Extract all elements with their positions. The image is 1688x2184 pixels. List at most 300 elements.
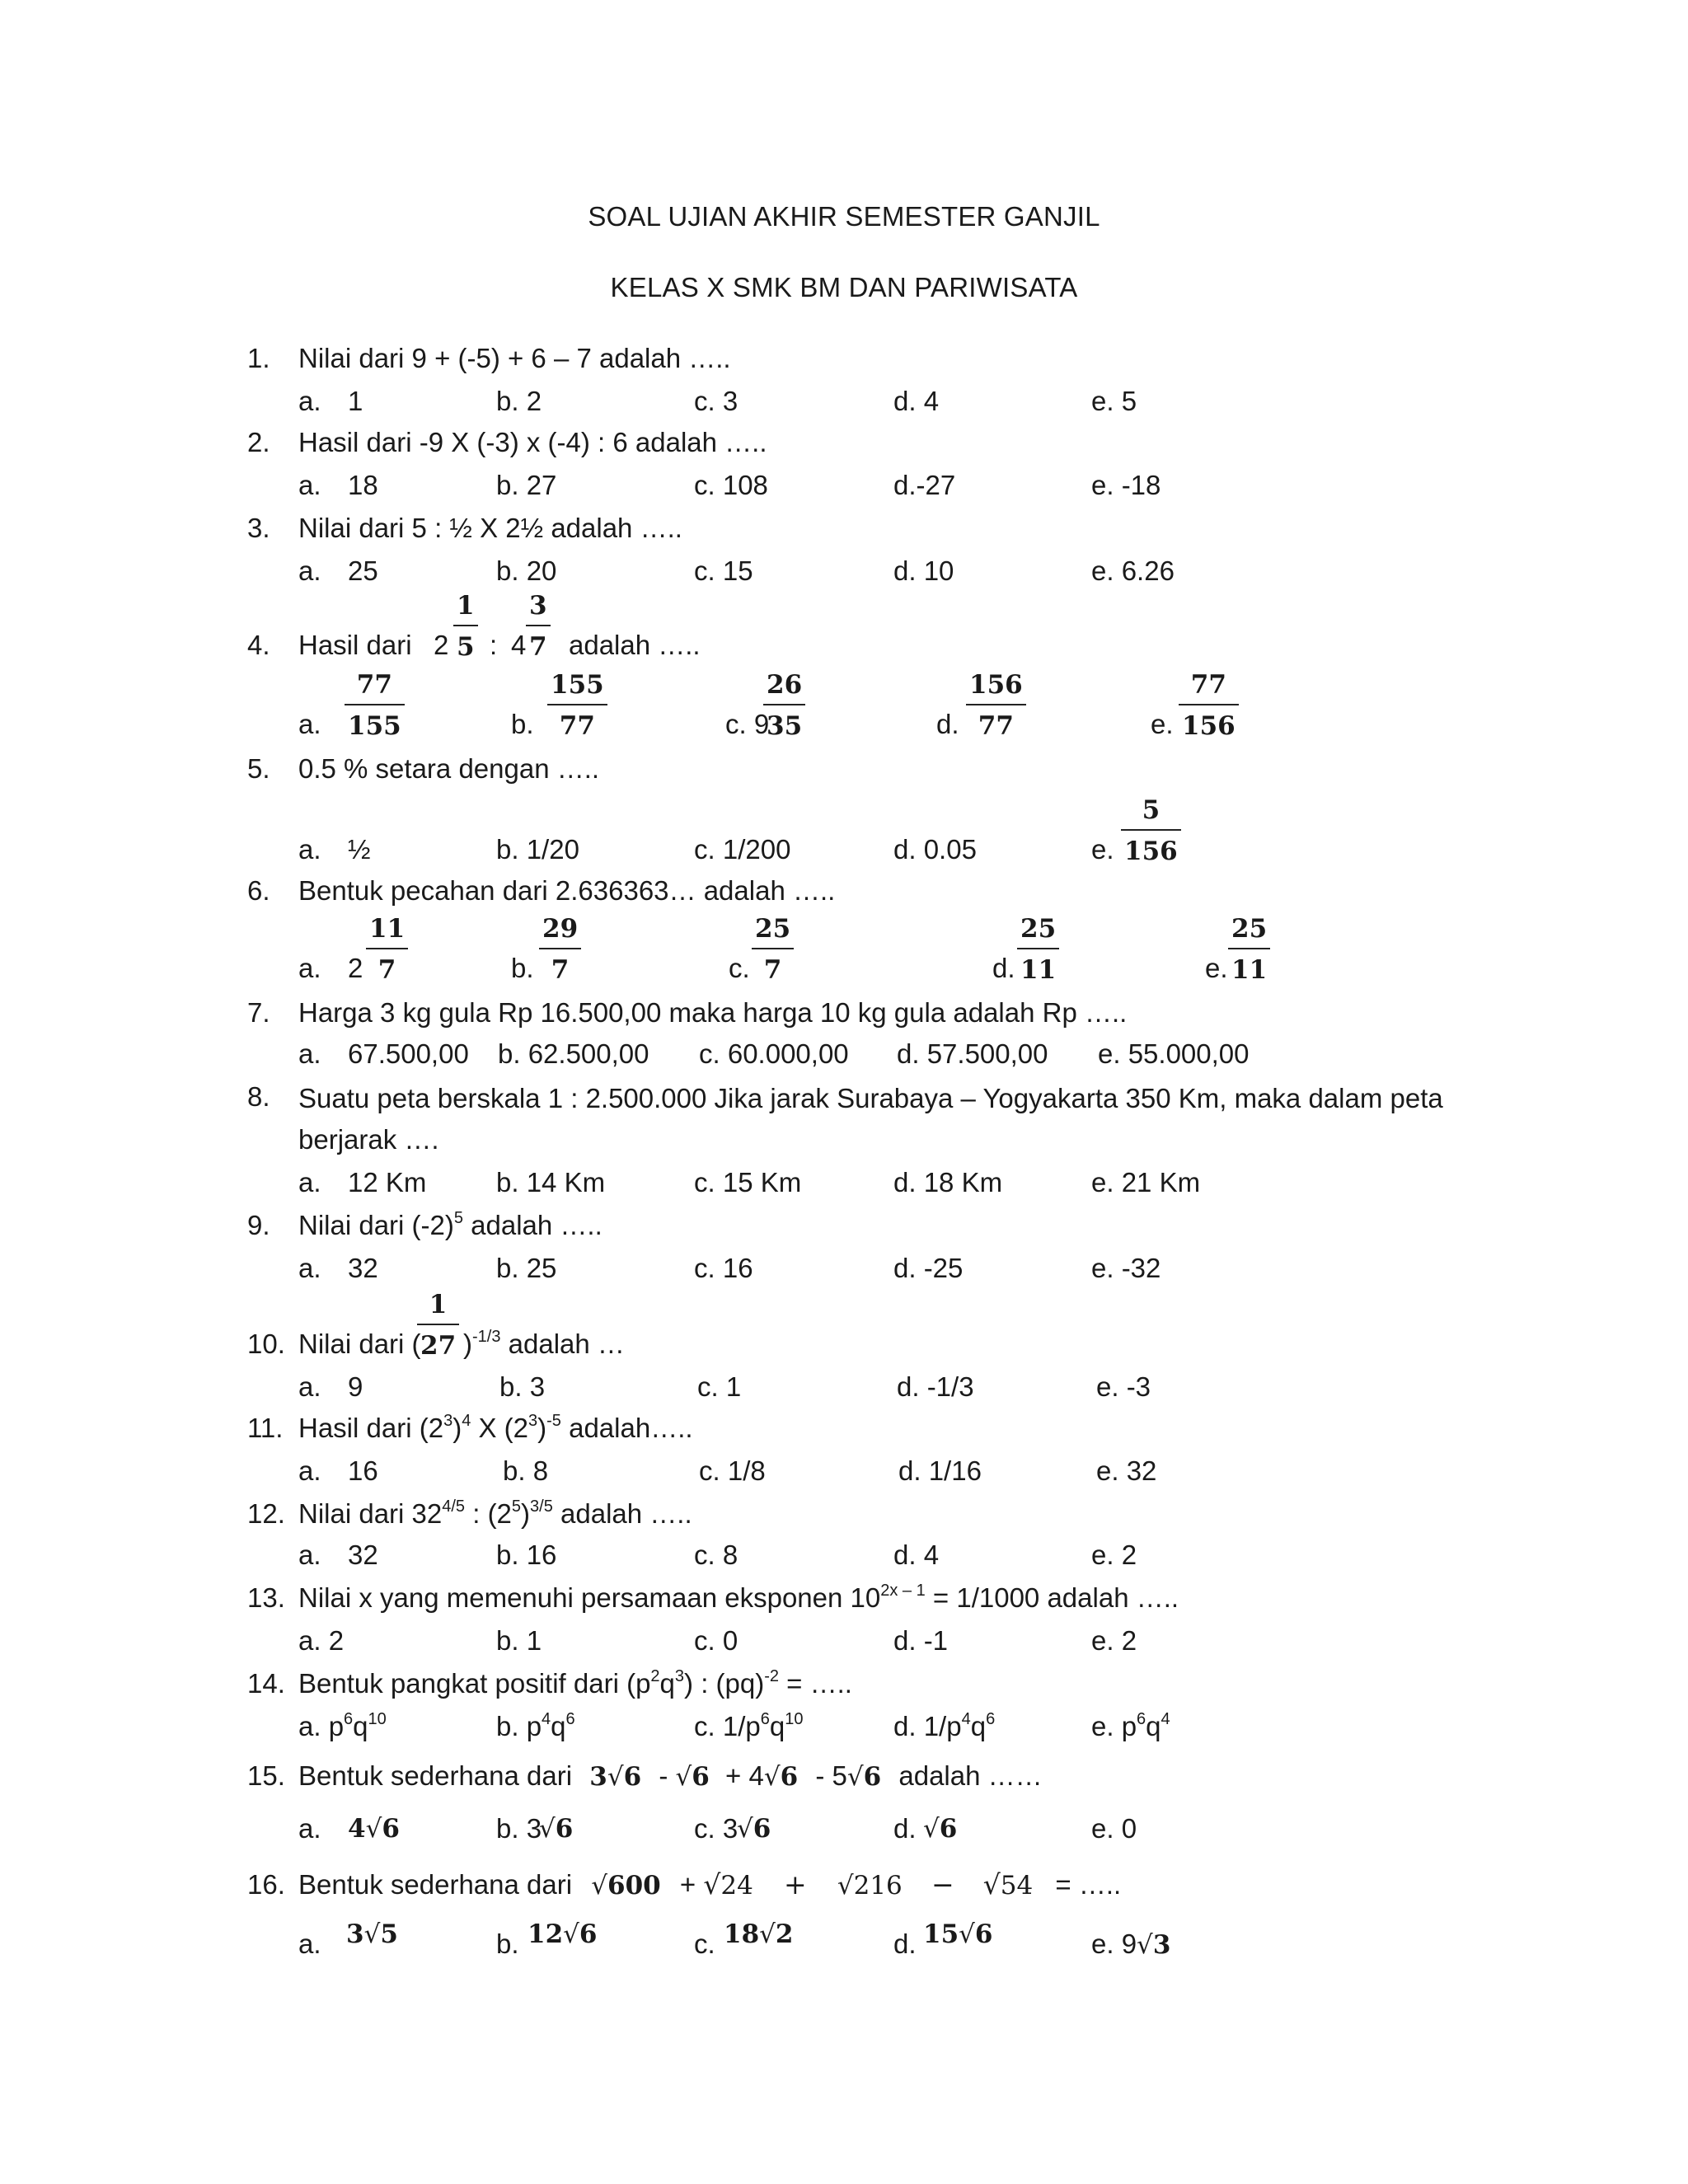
option-b: b. 2 xyxy=(496,386,542,416)
question-text: Hasil dari xyxy=(298,630,412,660)
option-d xyxy=(893,1708,995,1746)
option-d: d. 4 xyxy=(893,386,940,416)
option-d: d. 1/16 xyxy=(898,1455,982,1486)
radical-term xyxy=(591,1871,660,1900)
sqrt-icon: √ xyxy=(923,1814,940,1844)
option-c: c. 1/8 xyxy=(699,1455,766,1486)
option-e: e. 2 xyxy=(1091,1625,1137,1656)
radical-term xyxy=(764,1762,798,1792)
question-number: 3. xyxy=(247,513,270,543)
option-e: e. 5 xyxy=(1091,386,1137,416)
option-e: e. -32 xyxy=(1091,1253,1161,1283)
option-a-label: a. xyxy=(298,555,321,586)
option-b: b. 1 xyxy=(496,1625,542,1656)
question-13 xyxy=(247,1579,1540,1617)
radicand: 3 xyxy=(1152,1930,1171,1960)
option-d-fraction xyxy=(1017,910,1059,989)
option-c: c. 60.000,00 xyxy=(699,1038,849,1069)
exam-subtitle: KELAS X SMK BM DAN PARIWISATA xyxy=(610,272,1078,302)
option-b xyxy=(496,1708,575,1746)
question-text: Nilai dari ( xyxy=(298,1329,421,1359)
question-number: 8. xyxy=(247,1081,270,1112)
fraction-numerator: 25 xyxy=(752,910,794,949)
options-10 xyxy=(298,1368,1551,1406)
option-e-label: e. xyxy=(1205,953,1228,983)
question-3 xyxy=(247,509,1540,547)
fraction-denominator: 27 xyxy=(420,1331,457,1361)
divide-sign: : xyxy=(490,630,498,660)
radical-term xyxy=(837,1871,903,1900)
question-15 xyxy=(247,1757,1540,1795)
option-e-fraction xyxy=(1121,791,1181,870)
option-b-label: b. xyxy=(511,953,534,983)
option-e: e. 21 Km xyxy=(1091,1167,1201,1197)
question-8 xyxy=(247,1078,1540,1160)
option-c: c. 15 Km xyxy=(694,1167,802,1197)
fraction-numerator: 77 xyxy=(345,666,405,705)
option-b-label: b. 3 xyxy=(496,1813,542,1844)
option-a-value: 16 xyxy=(348,1455,378,1486)
question-10 xyxy=(247,1286,1540,1365)
options-16 xyxy=(298,1920,1551,1958)
option-a-value: ½ xyxy=(348,834,371,865)
fraction-denominator: 7 xyxy=(763,955,782,985)
options-12 xyxy=(298,1536,1551,1574)
options-1 xyxy=(298,382,1551,420)
option-e-fraction xyxy=(1228,910,1270,989)
option-a-label: a. xyxy=(298,709,321,739)
radicand: 54 xyxy=(1000,1871,1034,1900)
option-a-label: a. xyxy=(298,953,321,983)
text-part: adalah …… xyxy=(898,1760,1043,1791)
option-d: d. -25 xyxy=(893,1253,964,1283)
fraction xyxy=(417,1286,459,1365)
option-b-fraction xyxy=(547,666,607,745)
question-1 xyxy=(247,340,1540,377)
question-number: 15. xyxy=(247,1760,285,1791)
fraction-denominator: 156 xyxy=(1182,711,1236,741)
radical-term xyxy=(983,1868,1033,1900)
option-d: d. 4 xyxy=(893,1540,940,1570)
question-9 xyxy=(247,1207,1540,1244)
option-e-fraction xyxy=(1179,666,1239,745)
radicand: 6 xyxy=(780,1762,799,1792)
options-9 xyxy=(298,1249,1551,1287)
exponent: 6 xyxy=(344,1710,354,1728)
option-a-value: 18 xyxy=(348,470,378,500)
sqrt-icon: √ xyxy=(365,1814,382,1844)
text-part: Bentuk pangkat positif dari (p xyxy=(298,1668,651,1699)
option-a-label: a. xyxy=(298,1371,321,1402)
fraction-numerator: 77 xyxy=(1179,666,1239,705)
options-2 xyxy=(298,466,1551,504)
option-d: d.-27 xyxy=(893,470,956,500)
variable: q xyxy=(1146,1711,1161,1741)
exponent: -2 xyxy=(764,1667,780,1685)
option-b: b. 8 xyxy=(503,1455,549,1486)
text-part xyxy=(463,1325,625,1363)
option-c: c. 15 xyxy=(694,555,753,586)
option-d-label: d. xyxy=(893,1813,917,1844)
fraction-denominator: 156 xyxy=(1124,837,1178,866)
exponent: 3 xyxy=(528,1412,538,1430)
question-text xyxy=(298,1207,603,1244)
option-b: b. 3 xyxy=(499,1371,546,1402)
variable: q xyxy=(353,1711,368,1741)
exponent: 6 xyxy=(986,1710,996,1728)
question-6 xyxy=(247,872,1540,910)
text-part: Nilai dari 32 xyxy=(298,1498,443,1529)
text-part: = ….. xyxy=(779,1668,852,1699)
sqrt-icon: √ xyxy=(846,1762,864,1792)
exponent: 6 xyxy=(1137,1710,1146,1728)
sqrt-icon: √ xyxy=(737,1814,753,1844)
radicand: 6 xyxy=(382,1814,400,1844)
question-text xyxy=(298,1757,1043,1796)
options-7 xyxy=(298,1035,1551,1073)
option-b: b. 14 Km xyxy=(496,1167,606,1197)
exponent: 6 xyxy=(760,1710,770,1728)
options-14 xyxy=(298,1708,1551,1746)
sqrt-icon: √ xyxy=(363,1919,381,1949)
radicand: 6 xyxy=(753,1814,771,1844)
variable: q xyxy=(970,1711,987,1741)
radicand: 216 xyxy=(853,1871,903,1900)
radicand: 2 xyxy=(775,1919,794,1949)
question-number: 6. xyxy=(247,875,270,906)
question-text: Suatu peta berskala 1 : 2.500.000 Jika jarak Surabaya – Yogyakarta 350 Km, maka dalam peta berjarak …. xyxy=(298,1083,1443,1155)
exponent: 4 xyxy=(462,1412,471,1430)
fraction-numerator: 11 xyxy=(366,910,408,949)
radical-term xyxy=(703,1868,753,1900)
operator: + 4 xyxy=(725,1760,764,1791)
option-a-label: a. xyxy=(298,1253,321,1283)
option-a-value: 32 xyxy=(348,1253,378,1283)
option-label: b. p xyxy=(496,1711,542,1741)
exponent: 4 xyxy=(1160,1710,1170,1728)
option-e: e. 6.26 xyxy=(1091,555,1175,586)
exponent: 4 xyxy=(961,1710,971,1728)
options-11 xyxy=(298,1452,1551,1490)
fraction-denominator: 5 xyxy=(457,632,475,662)
radicand: 6 xyxy=(863,1762,882,1792)
question-text: 0.5 % setara dengan ….. xyxy=(298,753,600,784)
radical-term xyxy=(847,1762,881,1792)
option-c: c. 1 xyxy=(697,1371,742,1402)
sqrt-icon: √ xyxy=(763,1762,781,1792)
option-a xyxy=(298,1708,387,1746)
question-number: 5. xyxy=(247,753,270,784)
option-a-fraction xyxy=(345,666,405,745)
exponent: 3 xyxy=(443,1412,453,1430)
option-b: b. 16 xyxy=(496,1540,557,1570)
fraction-denominator: 35 xyxy=(767,711,803,741)
question-text: Harga 3 kg gula Rp 16.500,00 maka harga 10 kg gula adalah Rp ….. xyxy=(298,997,1128,1028)
fraction-denominator: 11 xyxy=(1020,955,1057,985)
radicand: 6 xyxy=(579,1919,598,1949)
exponent: -1/3 xyxy=(472,1328,501,1346)
radicand: 6 xyxy=(555,1814,574,1844)
question-2 xyxy=(247,424,1540,462)
option-c-label: c. xyxy=(729,953,750,983)
text-part: Bentuk sederhana dari xyxy=(298,1869,573,1900)
options-3 xyxy=(298,552,1551,590)
question-number: 1. xyxy=(247,343,270,373)
question-text xyxy=(298,1665,852,1703)
option-a-value: 12 Km xyxy=(348,1167,427,1197)
coefficient: 3 xyxy=(346,1919,364,1949)
option-c: c. 3 xyxy=(694,386,738,416)
option-e xyxy=(1091,1925,1170,1964)
option-d: d. 10 xyxy=(893,555,954,586)
coefficient: 15 xyxy=(923,1919,959,1949)
fraction-numerator: 29 xyxy=(539,910,581,949)
option-e-label: e. xyxy=(1151,709,1174,739)
option-a-label: a. xyxy=(298,1455,321,1486)
question-5 xyxy=(247,750,1540,788)
text-part: Nilai x yang memenuhi persamaan eksponen 10 xyxy=(298,1582,881,1613)
mixed-number-whole: 2 xyxy=(434,630,449,660)
operator: - xyxy=(659,1760,668,1791)
option-a-value: 9 xyxy=(348,1371,363,1402)
option-a-label: a. xyxy=(298,1167,321,1197)
exponent: 3 xyxy=(674,1667,685,1685)
variable: q xyxy=(551,1711,566,1741)
option-a-label: a. xyxy=(298,470,321,500)
question-number: 9. xyxy=(247,1210,270,1240)
text-part: = ….. xyxy=(1055,1869,1122,1900)
option-c xyxy=(694,1708,803,1746)
radical-term xyxy=(676,1762,710,1792)
radicand: 5 xyxy=(380,1919,398,1949)
radicand: 600 xyxy=(607,1871,661,1900)
fraction xyxy=(453,587,478,666)
question-text: adalah ….. xyxy=(569,630,701,660)
option-e-label: e. xyxy=(1091,834,1114,865)
fraction-denominator: 11 xyxy=(1231,955,1268,985)
question-11 xyxy=(247,1409,1540,1447)
question-number: 14. xyxy=(247,1668,285,1699)
question-text xyxy=(298,1409,693,1447)
question-text: Hasil dari -9 X (-3) x (-4) : 6 adalah ….. xyxy=(298,427,767,457)
option-a-value: 67.500,00 xyxy=(348,1038,469,1069)
option-a-value: 25 xyxy=(348,555,378,586)
exponent: 6 xyxy=(565,1710,575,1728)
option-label: a. p xyxy=(298,1711,345,1741)
option-a-label: a. xyxy=(298,1929,321,1959)
question-number: 13. xyxy=(247,1582,285,1613)
option-c: c. 0 xyxy=(694,1625,738,1656)
sqrt-icon: √ xyxy=(539,1814,556,1844)
option-c-fraction xyxy=(752,910,794,989)
question-number: 4. xyxy=(247,630,270,660)
option-d-fraction xyxy=(966,666,1026,745)
exponent: 4 xyxy=(542,1710,551,1728)
variable: q xyxy=(769,1711,785,1741)
coefficient: 12 xyxy=(528,1919,564,1949)
option-d: d. 18 Km xyxy=(893,1167,1003,1197)
option-c-fraction xyxy=(763,666,805,745)
option-b-label: b. xyxy=(511,709,534,739)
option-e: e. 32 xyxy=(1096,1455,1157,1486)
exponent: 10 xyxy=(368,1710,387,1728)
option-d-radical xyxy=(923,1915,992,1953)
question-number: 12. xyxy=(247,1498,285,1529)
sqrt-icon: √ xyxy=(607,1762,624,1792)
option-d: d. 0.05 xyxy=(893,834,977,865)
option-label: c. 1/p xyxy=(694,1711,761,1741)
question-number: 7. xyxy=(247,997,270,1028)
fraction-numerator: 25 xyxy=(1228,910,1270,949)
text-part: Hasil dari (2 xyxy=(298,1413,444,1443)
fraction-numerator: 156 xyxy=(966,666,1026,705)
question-4 xyxy=(247,587,1540,666)
options-8 xyxy=(298,1164,1551,1202)
option-d: d. -1/3 xyxy=(897,1371,974,1402)
option-b-label: b. xyxy=(496,1929,519,1959)
fraction-denominator: 7 xyxy=(377,955,396,985)
option-b: b. 1/20 xyxy=(496,834,579,865)
options-6 xyxy=(298,910,1551,989)
question-number: 10. xyxy=(247,1329,285,1359)
option-b-fraction xyxy=(539,910,581,989)
exponent: 10 xyxy=(785,1710,804,1728)
question-number: 16. xyxy=(247,1869,285,1900)
question-number: 11. xyxy=(247,1413,284,1443)
operator: + xyxy=(679,1869,696,1900)
options-15 xyxy=(298,1810,1551,1848)
fraction-denominator: 7 xyxy=(529,632,547,662)
exponent: 3/5 xyxy=(530,1497,553,1516)
radical-term xyxy=(589,1762,641,1792)
option-c-label: c. 3 xyxy=(694,1813,738,1844)
text-part: adalah ….. xyxy=(463,1210,603,1240)
text-part: ) xyxy=(537,1413,547,1443)
question-16 xyxy=(247,1866,1540,1904)
question-text: Nilai dari 5 : ½ X 2½ adalah ….. xyxy=(298,513,682,543)
fraction-numerator: 1 xyxy=(417,1286,459,1325)
option-c: c. 16 xyxy=(694,1253,753,1283)
sqrt-icon: √ xyxy=(759,1919,776,1949)
sqrt-icon: √ xyxy=(703,1868,721,1900)
fraction-numerator: 1 xyxy=(453,587,478,626)
fraction xyxy=(526,587,551,666)
text-part: adalah ….. xyxy=(552,1498,692,1529)
option-d: d. 57.500,00 xyxy=(897,1038,1048,1069)
option-b-radical xyxy=(528,1915,597,1953)
coefficient: 18 xyxy=(724,1919,760,1949)
operator: + xyxy=(784,1868,807,1900)
text-part: adalah….. xyxy=(560,1413,693,1443)
text-part: = 1/1000 adalah ….. xyxy=(925,1582,1179,1613)
text-part: Nilai dari (-2) xyxy=(298,1210,454,1240)
sqrt-icon: √ xyxy=(675,1762,692,1792)
close-paren: ) xyxy=(463,1329,472,1359)
option-e: e. -3 xyxy=(1096,1371,1151,1402)
text-part: adalah … xyxy=(500,1329,625,1359)
question-text: Nilai dari 9 + (-5) + 6 – 7 adalah ….. xyxy=(298,343,731,373)
exponent: 2 xyxy=(650,1667,660,1685)
sqrt-icon: √ xyxy=(959,1919,975,1949)
option-d-label: d. xyxy=(936,709,959,739)
option-c-label: c. 9 xyxy=(725,709,770,739)
fraction-numerator: 155 xyxy=(547,666,607,705)
fraction-numerator: 3 xyxy=(526,587,551,626)
fraction-numerator: 25 xyxy=(1017,910,1059,949)
question-text xyxy=(298,1495,692,1533)
option-c-radical xyxy=(724,1915,793,1953)
option-b: b. 27 xyxy=(496,470,557,500)
fraction-numerator: 5 xyxy=(1121,791,1181,831)
text-part: X (2 xyxy=(471,1413,529,1443)
exponent: 5 xyxy=(453,1209,463,1227)
sqrt-icon: √ xyxy=(982,1868,1001,1900)
option-a-value: 1 xyxy=(348,386,363,416)
mixed-number-whole: 4 xyxy=(511,630,527,660)
options-13 xyxy=(298,1622,1551,1660)
options-4 xyxy=(298,666,1551,745)
option-label: d. 1/p xyxy=(893,1711,962,1741)
option-a-fraction xyxy=(366,910,408,989)
option-c-radical xyxy=(737,1810,771,1848)
option-b: b. 20 xyxy=(496,555,557,586)
question-text: Bentuk pecahan dari 2.636363… adalah ….. xyxy=(298,875,836,906)
option-c: c. 8 xyxy=(694,1540,738,1570)
exam-title: SOAL UJIAN AKHIR SEMESTER GANJIL xyxy=(588,201,1100,232)
option-a-value: 32 xyxy=(348,1540,378,1570)
fraction-numerator: 26 xyxy=(763,666,805,705)
exponent: 4/5 xyxy=(442,1497,466,1516)
sqrt-icon: √ xyxy=(837,1871,854,1900)
option-b-radical xyxy=(539,1810,573,1848)
text-part: ) : (pq) xyxy=(684,1668,765,1699)
sqrt-icon: √ xyxy=(591,1871,607,1900)
option-a: a. 2 xyxy=(298,1625,345,1656)
option-a-label: a. xyxy=(298,1038,321,1069)
option-d-label: d. xyxy=(893,1929,917,1959)
radicand: 24 xyxy=(720,1871,753,1900)
text-part: : (2 xyxy=(465,1498,512,1529)
option-b: b. 25 xyxy=(496,1253,557,1283)
option-a-radical xyxy=(346,1915,398,1953)
text-part: Bentuk sederhana dari xyxy=(298,1760,573,1791)
sqrt-icon: √ xyxy=(563,1919,579,1949)
radicand: 6 xyxy=(623,1762,642,1792)
question-text xyxy=(298,1579,1179,1617)
option-label: e. p xyxy=(1091,1711,1137,1741)
option-label: e. 9 xyxy=(1091,1929,1137,1959)
text-part: ) xyxy=(452,1413,462,1443)
operator: - 5 xyxy=(815,1760,847,1791)
radicand: 6 xyxy=(974,1919,993,1949)
operator: − xyxy=(931,1868,954,1900)
option-b: b. 62.500,00 xyxy=(498,1038,649,1069)
option-e: e. 0 xyxy=(1091,1813,1137,1844)
fraction-denominator: 77 xyxy=(559,711,595,741)
text-part: ) xyxy=(521,1498,531,1529)
option-a-label: a. xyxy=(298,1813,321,1844)
coefficient: 4 xyxy=(348,1814,366,1844)
option-d-radical xyxy=(923,1810,957,1848)
option-e: e. 55.000,00 xyxy=(1098,1038,1250,1069)
option-e: e. 2 xyxy=(1091,1540,1137,1570)
option-c-label: c. xyxy=(694,1929,715,1959)
text-part: q xyxy=(659,1668,675,1699)
option-a-whole: 2 xyxy=(348,953,363,983)
option-c: c. 1/200 xyxy=(694,834,791,865)
radicand: 6 xyxy=(692,1762,710,1792)
option-a-label: a. xyxy=(298,834,321,865)
